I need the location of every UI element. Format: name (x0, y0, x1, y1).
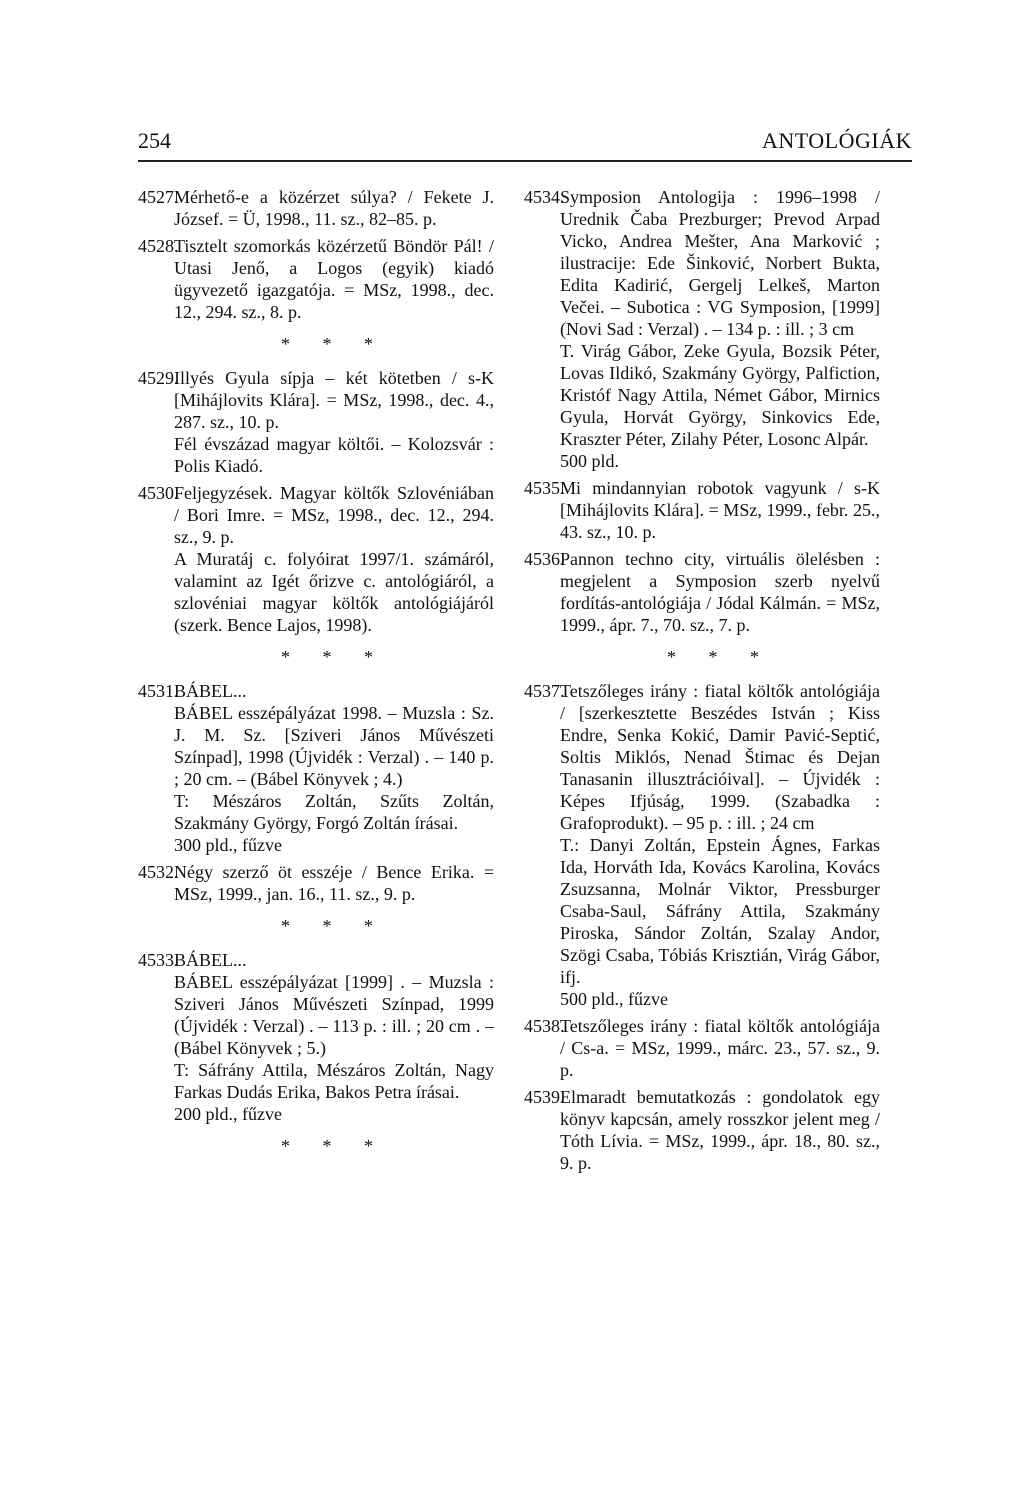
entry-paragraph: Fél évszázad magyar költői. – Kolozsvár : Polis Kiadó. (174, 434, 494, 476)
entry-paragraph: T: Sáfrány Attila, Mészáros Zoltán, Nagy Farkas Dudás Erika, Bakos Petra írásai. (174, 1060, 494, 1102)
running-head: ANTOLÓGIÁK (761, 128, 912, 153)
bibliography-entry (138, 680, 494, 856)
entry-paragraph: Mérhető-e a közérzet súlya? / Fekete J. József. = Ü, 1998., 11. sz., 82–85. p. (174, 187, 494, 229)
entry-number: 4538. (524, 1016, 565, 1036)
section-separator: * * * (667, 647, 773, 667)
bibliography-entry (138, 861, 494, 905)
entry-paragraph: 200 pld., fűzve (174, 1104, 282, 1124)
entry-paragraph: T: Mészáros Zoltán, Szűts Zoltán, Szakmány György, Forgó Zoltán írásai. (174, 791, 494, 833)
entry-paragraph: T.: Danyi Zoltán, Epstein Ágnes, Farkas Ida, Horváth Ida, Kovács Karolina, Kovács Zsuzsanna, Molnár Viktor, Pressburger Csaba-Saul, Sáfrány Attila, Szakmány Piroska, Sándor Zoltán, Szalay Andor, Szögi Csaba, Tóbiás Krisztián, Virág Gábor, ifj. (560, 835, 880, 987)
entry-paragraph: T. Virág Gábor, Zeke Gyula, Bozsik Péter, Lovas Ildikó, Szakmány György, Palfiction, Kristóf Nagy Attila, Német Gábor, Mirnics Gyula, Horvát György, Sinkovics Ede, Kraszter Péter, Zilahy Péter, Losonc Alpár. (560, 341, 880, 449)
entry-paragraph: Pannon techno city, virtuális ölelésben : megjelent a Symposion szerb nyelvű fordítás-antológiája / Jódal Kálmán. = MSz, 1999., ápr. 7., 70. sz., 7. p. (560, 549, 880, 635)
entry-paragraph: BÁBEL... (174, 950, 247, 970)
entry-number: 4535. (524, 478, 565, 498)
entry-paragraph: Tisztelt szomorkás közérzetű Böndör Pál! / Utasi Jenő, a Logos (egyik) kiadó ügyvezető igazgatója. = MSz, 1998., dec. 12., 294. sz., 8. p. (174, 236, 494, 322)
entry-paragraph: 500 pld. (560, 451, 620, 471)
entry-number: 4532. (138, 862, 179, 882)
entry-paragraph: Négy szerző öt esszéje / Bence Erika. = MSz, 1999., jan. 16., 11. sz., 9. p. (174, 862, 494, 904)
entry-paragraph: 500 pld., fűzve (560, 989, 668, 1009)
entry-number: 4537. (524, 681, 565, 701)
entry-number: 4527. (138, 187, 179, 207)
entry-paragraph: Illyés Gyula sípja – két kötetben / s-K [Mihájlovits Klára]. = MSz, 1998., dec. 4., 287. sz., 10. p. (174, 368, 494, 432)
bibliography-entry (524, 548, 880, 636)
section-separator: * * * (281, 916, 387, 936)
page-header (138, 128, 912, 162)
bibliography-entry (138, 949, 494, 1125)
entry-paragraph: Mi mindannyian robotok vagyunk / s-K [Mihájlovits Klára]. = MSz, 1999., febr. 25., 43. sz., 10. p. (560, 478, 880, 542)
entry-number: 4531. (138, 681, 179, 701)
entry-paragraph: Elmaradt bemutatkozás : gondolatok egy könyv kapcsán, amely rosszkor jelent meg / Tóth Lívia. = MSz, 1999., ápr. 18., 80. sz., 9. p. (560, 1087, 880, 1173)
entry-number: 4529. (138, 368, 179, 388)
entry-paragraph: Feljegyzések. Magyar költők Szlovéniában / Bori Imre. = MSz, 1998., dec. 12., 294. sz., 9. p. (174, 483, 494, 547)
entry-number: 4539. (524, 1087, 565, 1107)
entry-paragraph: Tetszőleges irány : fiatal költők antológiája / Cs-a. = MSz, 1999., márc. 23., 57. sz., 9. p. (560, 1016, 880, 1080)
entry-paragraph: 300 pld., fűzve (174, 835, 282, 855)
bibliography-entry (524, 477, 880, 543)
entry-paragraph: BÁBEL esszépályázat 1998. – Muzsla : Sz. J. M. Sz. [Sziveri János Művészeti Színpad], 1998 (Újvidék : Verzal) . – 140 p. ; 20 cm. – (Bábel Könyvek ; 4.) (174, 703, 494, 789)
bibliography-entry (138, 367, 494, 477)
entry-paragraph: BÁBEL... (174, 681, 247, 701)
bibliography-entry (524, 186, 880, 472)
page-number: 254 (138, 128, 171, 153)
entry-paragraph: Symposion Antologija : 1996–1998 / Urednik Čaba Prezburger; Prevod Arpad Vicko, Andrea Mešter, Ana Marković ; ilustracije: Ede Šinković, Norbert Bukta, Edita Kadirić, Gergelj Lelkeš, Marton Večei. – Subotica : VG Symposion, [1999] (Novi Sad : Verzal) . – 134 p. : ill. ; 3 cm (560, 187, 880, 339)
bibliography-entry (138, 186, 494, 230)
entry-paragraph: Tetszőleges irány : fiatal költők antológiája / [szerkesztette Beszédes István ; Kiss Endre, Senka Kokić, Damir Pavić-Septić, Soltis Miklós, Nenad Štimac és Dejan Tanasanin illusztrációival]. – Újvidék : Képes Ifjúság, 1999. (Szabadka : Grafoprodukt). – 95 p. : ill. ; 24 cm (560, 681, 880, 833)
entry-number: 4530. (138, 483, 179, 503)
right-column (524, 186, 880, 1179)
bibliography-entry (138, 235, 494, 323)
entry-number: 4528. (138, 236, 179, 256)
bibliography-entry (524, 680, 880, 1010)
section-separator: * * * (281, 334, 387, 354)
bibliography-entry (138, 482, 494, 636)
entry-number: 4534. (524, 187, 565, 207)
entry-paragraph: A Muratáj c. folyóirat 1997/1. számáról, valamint az Igét őrizve c. antológiáról, a szlovéniai magyar költők antológiájáról (szerk. Bence Lajos, 1998). (174, 549, 494, 635)
section-separator: * * * (281, 647, 387, 667)
entry-number: 4533. (138, 950, 179, 970)
entry-paragraph: BÁBEL esszépályázat [1999] . – Muzsla : Sziveri János Művészeti Színpad, 1999 (Újvidék : Verzal) . – 113 p. : ill. ; 20 cm . – (Bábel Könyvek ; 5.) (174, 972, 494, 1058)
bibliography-entry (524, 1086, 880, 1174)
section-separator: * * * (281, 1136, 387, 1156)
entry-number: 4536. (524, 549, 565, 569)
bibliography-entry (524, 1015, 880, 1081)
left-column (138, 186, 494, 1169)
